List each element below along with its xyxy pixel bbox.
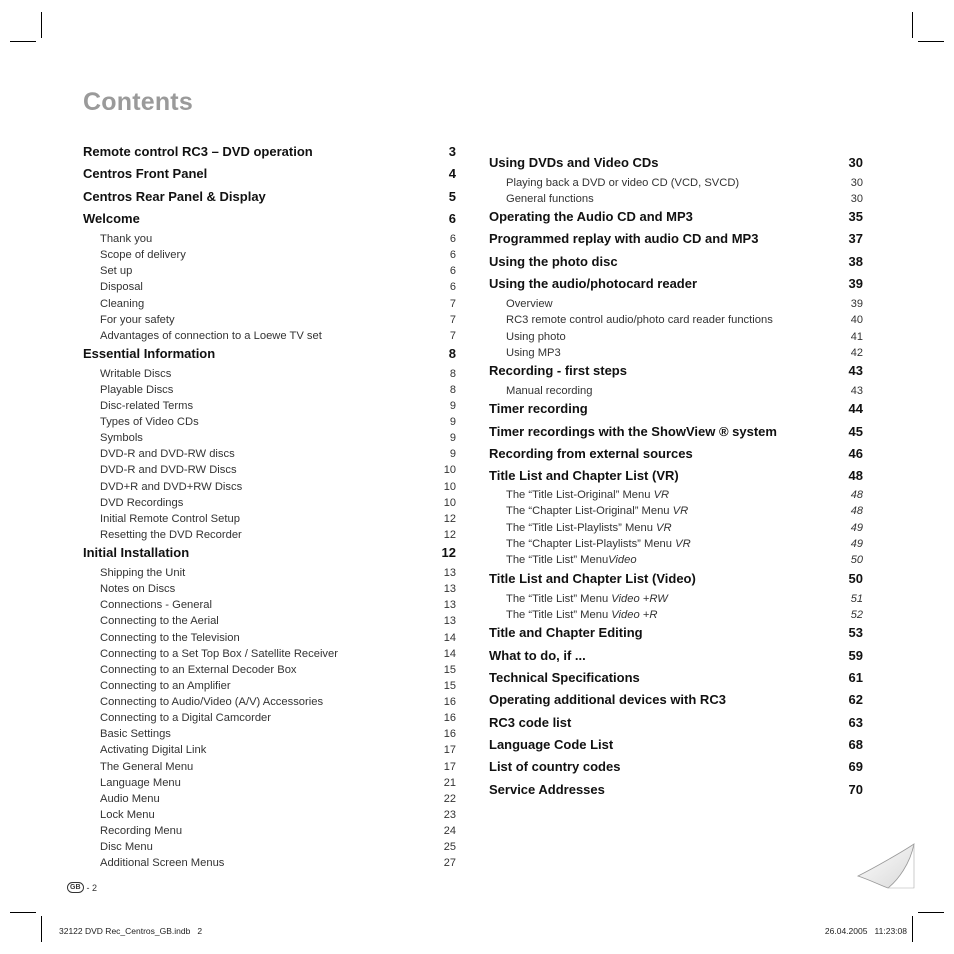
toc-entry-label: Lock Menu — [100, 809, 155, 821]
toc-subentry — [83, 744, 456, 756]
toc-entry-page: 41 — [850, 331, 863, 343]
toc-entry-label: Connecting to the Aerial — [100, 615, 219, 627]
toc-entry-page: 9 — [449, 400, 456, 412]
toc-entry-page: 30 — [850, 193, 863, 205]
toc-entry — [83, 346, 456, 361]
toc-entry-label: Connecting to an External Decoder Box — [100, 664, 297, 676]
toc-subentry — [489, 489, 863, 501]
toc-entry-page: 7 — [449, 298, 456, 310]
print-timestamp: 26.04.2005 11:23:08 — [824, 926, 907, 936]
toc-entry-label: Connecting to Audio/Video (A/V) Accessories — [100, 696, 324, 708]
toc-entry-format: VR — [656, 522, 672, 534]
toc-subentry — [489, 554, 863, 566]
toc-entry-page: 50 — [848, 571, 863, 586]
page-title: Contents — [83, 88, 193, 116]
toc-entry-page: 52 — [850, 609, 863, 621]
toc-subentry — [489, 522, 863, 534]
page-curl-icon — [852, 842, 916, 890]
toc-entry-label: The “Title List-Playlists” Menu VR — [506, 522, 672, 534]
toc-entry-label: Title List and Chapter List (Video) — [489, 571, 696, 586]
toc-entry-label: Manual recording — [506, 385, 593, 397]
toc-entry-page: 30 — [850, 177, 863, 189]
toc-subentry — [83, 567, 456, 579]
toc-entry — [489, 276, 863, 291]
toc-entry — [489, 401, 863, 416]
file-slug: 32122 DVD Rec_Centros_GB.indb 2 — [59, 926, 203, 936]
toc-subentry — [83, 648, 456, 660]
toc-entry — [489, 446, 863, 461]
toc-entry-label: Disc-related Terms — [100, 400, 194, 412]
toc-entry-label: Initial Installation — [83, 545, 190, 560]
toc-entry-format: VR — [675, 538, 691, 550]
toc-subentry — [83, 680, 456, 692]
toc-entry-label: Symbols — [100, 432, 143, 444]
toc-entry-label: The “Title List-Original” Menu VR — [506, 489, 670, 501]
toc-subentry — [83, 777, 456, 789]
toc-entry-label: RC3 code list — [489, 715, 572, 730]
toc-subentry — [83, 841, 456, 853]
toc-subentry — [83, 481, 456, 493]
toc-entry-label: What to do, if ... — [489, 648, 586, 663]
toc-entry-label: Timer recordings with the ShowView ® system — [489, 424, 777, 439]
toc-entry-label: DVD-R and DVD-RW discs — [100, 448, 235, 460]
toc-entry-page: 5 — [448, 189, 456, 204]
toc-entry-page: 68 — [848, 737, 863, 752]
toc-entry-label: The “Title List” Menu Video +RW — [506, 593, 668, 605]
toc-subentry — [83, 233, 456, 245]
toc-entry-page: 10 — [443, 464, 456, 476]
toc-entry-label: For your safety — [100, 314, 175, 326]
toc-entry — [83, 211, 456, 226]
toc-entry-page: 40 — [850, 314, 863, 326]
toc-entry-page: 7 — [449, 330, 456, 342]
toc-entry-label: Title and Chapter Editing — [489, 625, 643, 640]
toc-entry-page: 9 — [449, 416, 456, 428]
toc-subentry — [489, 609, 863, 621]
toc-entry-label: Connecting to an Amplifier — [100, 680, 231, 692]
toc-subentry — [83, 384, 456, 396]
toc-entry-page: 6 — [449, 265, 456, 277]
toc-entry — [489, 737, 863, 752]
toc-entry-page: 13 — [443, 599, 456, 611]
toc-entry-page: 15 — [443, 664, 456, 676]
toc-entry-page: 6 — [449, 249, 456, 261]
toc-entry-page: 8 — [449, 384, 456, 396]
crop-mark — [918, 912, 944, 913]
toc-entry — [489, 571, 863, 586]
toc-entry — [489, 209, 863, 224]
toc-subentry — [83, 857, 456, 869]
toc-entry-label: Connecting to the Television — [100, 632, 240, 644]
toc-entry-page: 6 — [449, 233, 456, 245]
toc-subentry — [83, 513, 456, 525]
toc-entry-label: DVD+R and DVD+RW Discs — [100, 481, 243, 493]
toc-entry-label: Connections - General — [100, 599, 212, 611]
toc-entry-page: 45 — [848, 424, 863, 439]
toc-subentry — [83, 400, 456, 412]
toc-subentry — [489, 331, 863, 343]
toc-entry-page: 13 — [443, 567, 456, 579]
toc-entry — [489, 670, 863, 685]
toc-entry-label: Recording Menu — [100, 825, 183, 837]
crop-mark — [10, 912, 36, 913]
toc-entry — [83, 189, 456, 204]
toc-entry-page: 16 — [443, 728, 456, 740]
toc-entry-label: Centros Front Panel — [83, 166, 208, 181]
toc-entry — [489, 468, 863, 483]
toc-entry-page: 8 — [449, 368, 456, 380]
toc-entry-label: Initial Remote Control Setup — [100, 513, 240, 525]
toc-subentry — [83, 615, 456, 627]
toc-subentry — [83, 583, 456, 595]
toc-entry — [83, 144, 456, 159]
toc-entry-label: DVD Recordings — [100, 497, 184, 509]
toc-entry-page: 13 — [443, 583, 456, 595]
toc-subentry — [83, 298, 456, 310]
toc-entry-page: 6 — [449, 281, 456, 293]
toc-subentry — [83, 330, 456, 342]
toc-entry-page: 39 — [850, 298, 863, 310]
toc-entry-page: 42 — [850, 347, 863, 359]
toc-entry-page: 69 — [848, 759, 863, 774]
toc-entry-page: 49 — [850, 522, 863, 534]
toc-entry-page: 37 — [848, 231, 863, 246]
toc-entry — [83, 545, 456, 560]
toc-entry-label: Technical Specifications — [489, 670, 640, 685]
toc-entry-page: 14 — [443, 648, 456, 660]
toc-subentry — [489, 538, 863, 550]
toc-entry-label: Set up — [100, 265, 133, 277]
toc-entry-format: Video +R — [611, 609, 658, 621]
toc-entry — [489, 363, 863, 378]
language-badge: GB — [67, 882, 84, 893]
toc-entry-label: Scope of delivery — [100, 249, 186, 261]
toc-entry-label: The “Chapter List-Playlists” Menu VR — [506, 538, 691, 550]
toc-entry-page: 44 — [848, 401, 863, 416]
toc-entry-page: 48 — [848, 468, 863, 483]
crop-mark — [41, 12, 42, 38]
toc-entry-page: 12 — [443, 513, 456, 525]
toc-subentry — [83, 416, 456, 428]
toc-entry-page: 22 — [443, 793, 456, 805]
toc-entry — [489, 648, 863, 663]
toc-entry-label: Language Menu — [100, 777, 181, 789]
toc-entry-page: 16 — [443, 712, 456, 724]
toc-entry-page: 51 — [850, 593, 863, 605]
toc-entry-page: 17 — [443, 761, 456, 773]
toc-entry-label: Operating additional devices with RC3 — [489, 692, 726, 707]
toc-entry — [489, 254, 863, 269]
toc-entry — [489, 715, 863, 730]
toc-entry-label: Programmed replay with audio CD and MP3 — [489, 231, 759, 246]
toc-entry-format: VR — [672, 505, 689, 517]
toc-entry-page: 10 — [443, 481, 456, 493]
toc-entry-label: Resetting the DVD Recorder — [100, 529, 242, 541]
toc-entry-page: 25 — [443, 841, 456, 853]
toc-entry-page: 27 — [443, 857, 456, 869]
toc-entry-page: 48 — [850, 505, 863, 517]
toc-entry-label: RC3 remote control audio/photo card reader functions — [506, 314, 773, 326]
toc-entry — [489, 782, 863, 797]
crop-mark — [10, 41, 36, 42]
toc-entry-label: Activating Digital Link — [100, 744, 207, 756]
toc-entry-label: Disc Menu — [100, 841, 153, 853]
toc-subentry — [83, 432, 456, 444]
toc-entry-label: Using the photo disc — [489, 254, 618, 269]
toc-entry-label: Using the audio/photocard reader — [489, 276, 698, 291]
toc-entry-format: VR — [653, 489, 670, 501]
toc-entry-page: 12 — [443, 529, 456, 541]
toc-entry-page: 24 — [443, 825, 456, 837]
toc-entry-label: Using MP3 — [506, 347, 561, 359]
toc-subentry — [83, 281, 456, 293]
toc-subentry — [489, 505, 863, 517]
toc-entry-label: Writable Discs — [100, 368, 172, 380]
toc-entry-label: Playable Discs — [100, 384, 174, 396]
toc-entry-page: 46 — [848, 446, 863, 461]
toc-entry-page: 61 — [848, 670, 863, 685]
toc-subentry — [489, 593, 863, 605]
toc-entry-page: 49 — [850, 538, 863, 550]
toc-entry-label: Using photo — [506, 331, 566, 343]
toc-entry-label: Additional Screen Menus — [100, 857, 225, 869]
crop-mark — [912, 916, 913, 942]
toc-entry-label: The “Title List” Menu Video +R — [506, 609, 658, 621]
toc-entry-label: General functions — [506, 193, 594, 205]
toc-entry-label: Centros Rear Panel & Display — [83, 189, 266, 204]
toc-entry-label: Cleaning — [100, 298, 145, 310]
toc-entry-label: Using DVDs and Video CDs — [489, 155, 659, 170]
toc-entry-page: 16 — [443, 696, 456, 708]
toc-entry-page: 17 — [443, 744, 456, 756]
toc-entry-page: 9 — [449, 448, 456, 460]
toc-entry-label: The General Menu — [100, 761, 194, 773]
toc-entry — [83, 166, 456, 181]
toc-entry-label: Recording from external sources — [489, 446, 693, 461]
toc-entry-format: Video +RW — [611, 593, 668, 605]
toc-entry-page: 21 — [443, 777, 456, 789]
toc-entry-page: 53 — [848, 625, 863, 640]
toc-entry — [489, 231, 863, 246]
toc-entry-page: 3 — [448, 144, 456, 159]
toc-entry-page: 7 — [449, 314, 456, 326]
toc-entry — [489, 155, 863, 170]
toc-subentry — [83, 314, 456, 326]
toc-entry-page: 43 — [848, 363, 863, 378]
toc-subentry — [83, 497, 456, 509]
toc-entry-page: 9 — [449, 432, 456, 444]
toc-entry-page: 6 — [448, 211, 456, 226]
folio-number: - 2 — [86, 882, 98, 893]
toc-entry — [489, 625, 863, 640]
toc-entry-page: 70 — [848, 782, 863, 797]
toc-entry-label: Service Addresses — [489, 782, 605, 797]
toc-entry-label: Types of Video CDs — [100, 416, 199, 428]
toc-subentry — [83, 712, 456, 724]
toc-entry-label: Title List and Chapter List (VR) — [489, 468, 679, 483]
toc-entry-label: Timer recording — [489, 401, 588, 416]
toc-entry-page: 38 — [848, 254, 863, 269]
toc-subentry — [489, 314, 863, 326]
toc-entry-label: List of country codes — [489, 759, 621, 774]
toc-entry-label: Overview — [506, 298, 553, 310]
toc-subentry — [83, 761, 456, 773]
toc-entry-label: Connecting to a Digital Camcorder — [100, 712, 272, 724]
toc-entry-page: 4 — [448, 166, 456, 181]
toc-entry-label: The “Title List” MenuVideo — [506, 554, 637, 566]
toc-entry-page: 23 — [443, 809, 456, 821]
page-folio — [67, 882, 97, 893]
toc-entry — [489, 692, 863, 707]
toc-subentry — [83, 728, 456, 740]
toc-entry-page: 63 — [848, 715, 863, 730]
crop-mark — [918, 41, 944, 42]
toc-entry-label: Disposal — [100, 281, 143, 293]
toc-entry-label: Notes on Discs — [100, 583, 176, 595]
toc-entry-label: Operating the Audio CD and MP3 — [489, 209, 693, 224]
toc-subentry — [83, 696, 456, 708]
toc-entry-page: 13 — [443, 615, 456, 627]
toc-subentry — [489, 177, 863, 189]
toc-subentry — [83, 793, 456, 805]
toc-entry-label: Audio Menu — [100, 793, 160, 805]
toc-entry-label: Playing back a DVD or video CD (VCD, SVCD) — [506, 177, 740, 189]
toc-entry-label: Recording - first steps — [489, 363, 627, 378]
toc-subentry — [489, 298, 863, 310]
toc-subentry — [83, 664, 456, 676]
toc-entry-label: Advantages of connection to a Loewe TV set — [100, 330, 322, 342]
toc-entry-page: 14 — [443, 632, 456, 644]
toc-subentry — [83, 825, 456, 837]
toc-subentry — [83, 249, 456, 261]
toc-entry-label: Language Code List — [489, 737, 614, 752]
toc-subentry — [83, 529, 456, 541]
toc-subentry — [489, 193, 863, 205]
toc-entry-page: 10 — [443, 497, 456, 509]
toc-entry-label: Welcome — [83, 211, 140, 226]
toc-entry-page: 50 — [850, 554, 863, 566]
toc-entry-label: Shipping the Unit — [100, 567, 186, 579]
crop-mark — [912, 12, 913, 38]
toc-subentry — [83, 448, 456, 460]
crop-mark — [41, 916, 42, 942]
toc-entry-label: Basic Settings — [100, 728, 171, 740]
toc-subentry — [489, 385, 863, 397]
toc-entry — [489, 424, 863, 439]
toc-entry-label: Thank you — [100, 233, 153, 245]
toc-subentry — [83, 368, 456, 380]
toc-entry-page: 12 — [441, 545, 456, 560]
toc-entry-page: 48 — [850, 489, 863, 501]
toc-subentry — [83, 809, 456, 821]
toc-entry-page: 30 — [848, 155, 863, 170]
toc-entry-label: Connecting to a Set Top Box / Satellite Receiver — [100, 648, 338, 660]
toc-entry-page: 62 — [848, 692, 863, 707]
toc-subentry — [83, 632, 456, 644]
toc-entry-page: 39 — [848, 276, 863, 291]
toc-entry-format: Video — [608, 554, 637, 566]
toc-entry — [489, 759, 863, 774]
toc-entry-page: 15 — [443, 680, 456, 692]
toc-entry-label: Essential Information — [83, 346, 216, 361]
toc-subentry — [83, 464, 456, 476]
toc-entry-page: 35 — [848, 209, 863, 224]
toc-entry-page: 8 — [448, 346, 456, 361]
toc-entry-label: DVD-R and DVD-RW Discs — [100, 464, 237, 476]
toc-subentry — [83, 265, 456, 277]
toc-subentry — [83, 599, 456, 611]
toc-entry-page: 43 — [850, 385, 863, 397]
toc-entry-label: The “Chapter List-Original” Menu VR — [506, 505, 689, 517]
toc-entry-label: Remote control RC3 – DVD operation — [83, 144, 313, 159]
toc-entry-page: 59 — [848, 648, 863, 663]
toc-subentry — [489, 347, 863, 359]
